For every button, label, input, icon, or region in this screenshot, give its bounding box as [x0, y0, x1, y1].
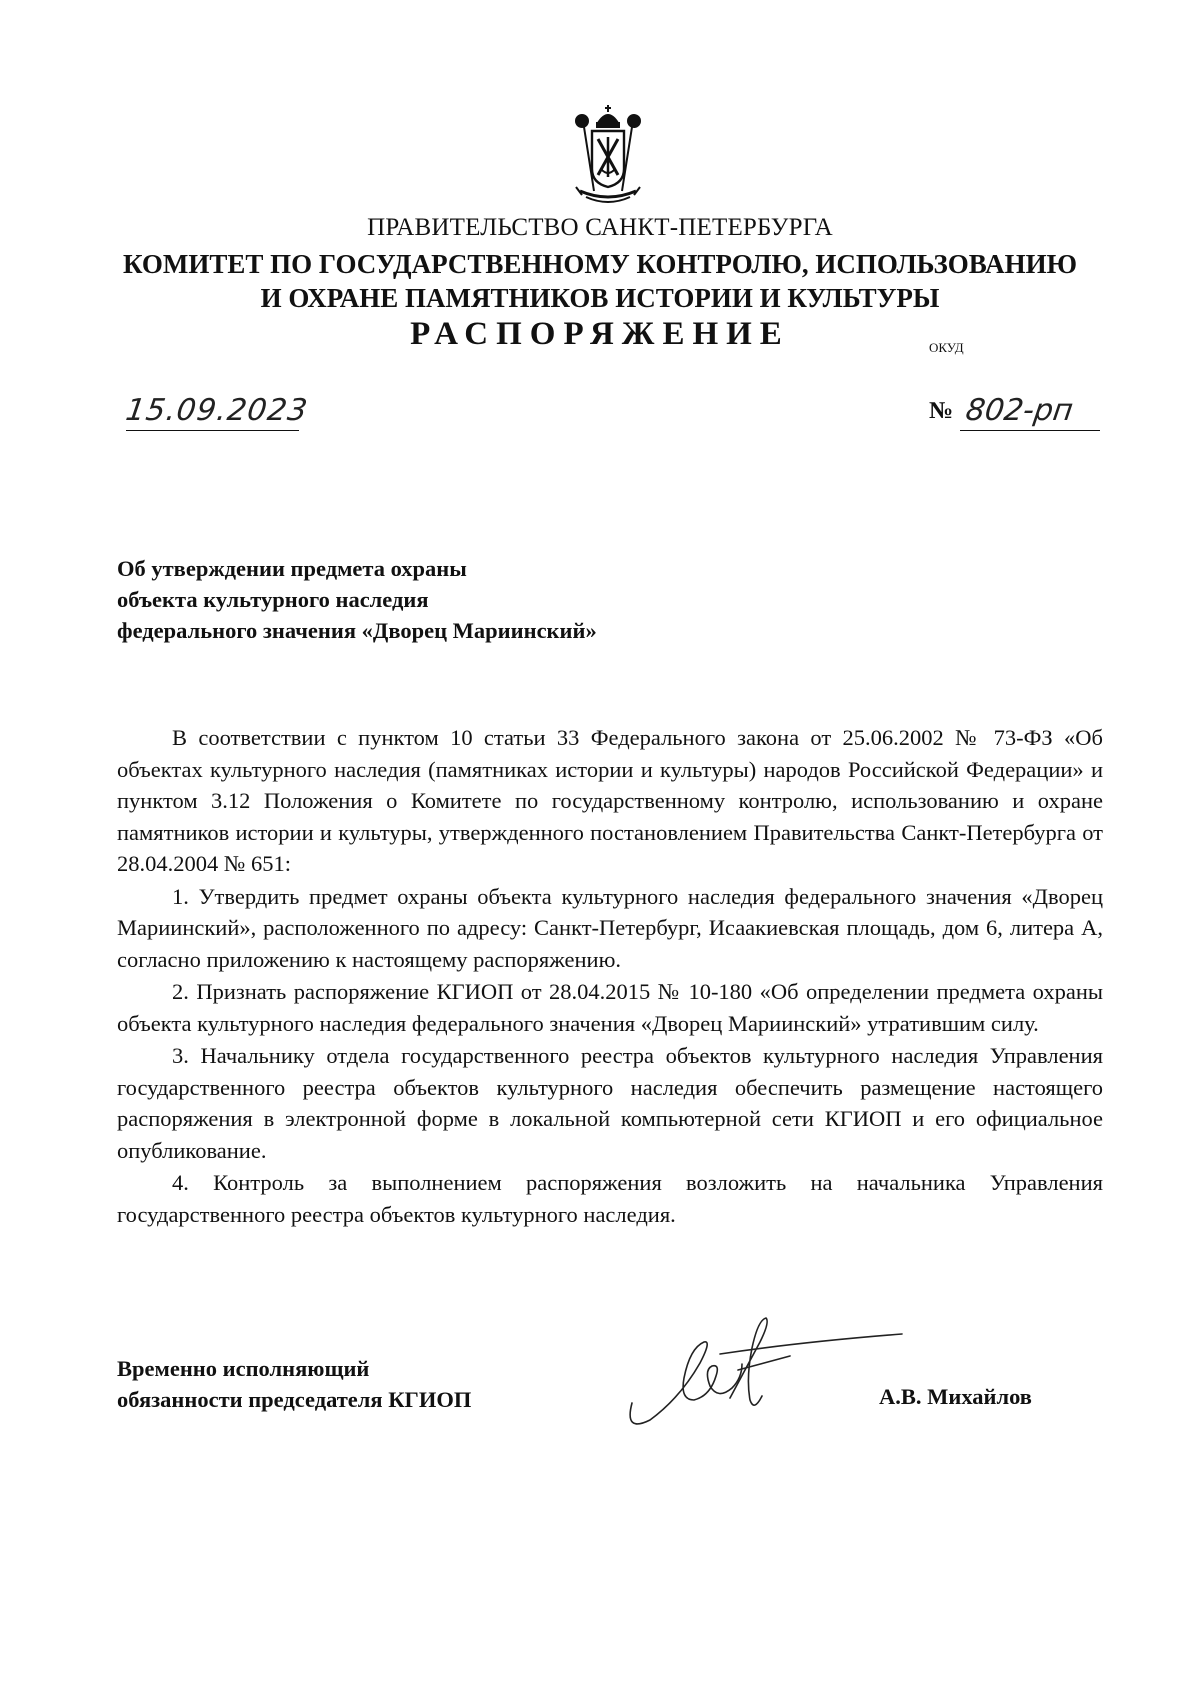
document-body: [117, 722, 1103, 1230]
committee-name: [0, 247, 1200, 315]
clause-2: 2. Признать распоряжение КГИОП от 28.04.2015 № 10-180 «Об определении предмета охраны объекта культурного наследия федерального значения «Дворец Мариинский» утратившим силу.: [117, 979, 1103, 1036]
document-subject: [117, 553, 597, 646]
subject-line3: федерального значения «Дворец Мариинский»: [117, 618, 597, 643]
preamble-paragraph: В соответствии с пунктом 10 статьи 33 Федерального закона от 25.06.2002 № 73-ФЗ «Об объектах культурного наследия (памятниках истории и культуры) народов Российской Федерации» и пунктом 3.12 Положения о Комитете по государственному контролю, использованию и охране памятников истории и культуры, утвержденного постановлением Правительства Санкт-Петербурга от 28.04.2004 № 651:: [117, 725, 1103, 876]
handwritten-signature-icon: [620, 1308, 920, 1438]
clause-3: 3. Начальнику отдела государственного реестра объектов культурного наследия Управления государственного реестра объектов культурного наследия обеспечить размещение настоящего распоряжения в электронной форме в локальной компьютерной сети КГИОП и его официальное опубликование.: [117, 1043, 1103, 1163]
signer-position: [117, 1353, 471, 1415]
subject-line2: объекта культурного наследия: [117, 587, 429, 612]
document-type: РАСПОРЯЖЕНИЕ: [410, 316, 790, 352]
clause-4: 4. Контроль за выполнением распоряжения возложить на начальника Управления государственного реестра объектов культурного наследия.: [117, 1170, 1103, 1227]
clause-1: 1. Утвердить предмет охраны объекта культурного наследия федерального значения «Дворец Мариинский», расположенного по адресу: Санкт-Петербург, Исаакиевская площадь, дом 6, литера А, согласно приложению к настоящему распоряжению.: [117, 883, 1103, 972]
signer-name: А.В. Михайлов: [879, 1384, 1032, 1409]
signer-position-line1: Временно исполняющий: [117, 1356, 370, 1381]
document-date: 15.09.2023: [123, 393, 311, 428]
document-number: 802-рп: [963, 393, 1076, 428]
okud-label: ОКУД: [929, 340, 964, 355]
government-title: ПРАВИТЕЛЬСТВО САНКТ-ПЕТЕРБУРГА: [367, 214, 833, 241]
committee-name-line2: И ОХРАНЕ ПАМЯТНИКОВ ИСТОРИИ И КУЛЬТУРЫ: [260, 283, 940, 313]
number-field: [960, 388, 1100, 431]
subject-line1: Об утверждении предмета охраны: [117, 556, 467, 581]
signer-position-line2: обязанности председателя КГИОП: [117, 1387, 472, 1412]
number-label: №: [929, 398, 954, 424]
committee-name-line1: КОМИТЕТ ПО ГОСУДАРСТВЕННОМУ КОНТРОЛЮ, ИСПОЛЬЗОВАНИЮ: [123, 249, 1077, 279]
coat-of-arms-icon: [572, 103, 644, 207]
date-field: [123, 388, 311, 431]
